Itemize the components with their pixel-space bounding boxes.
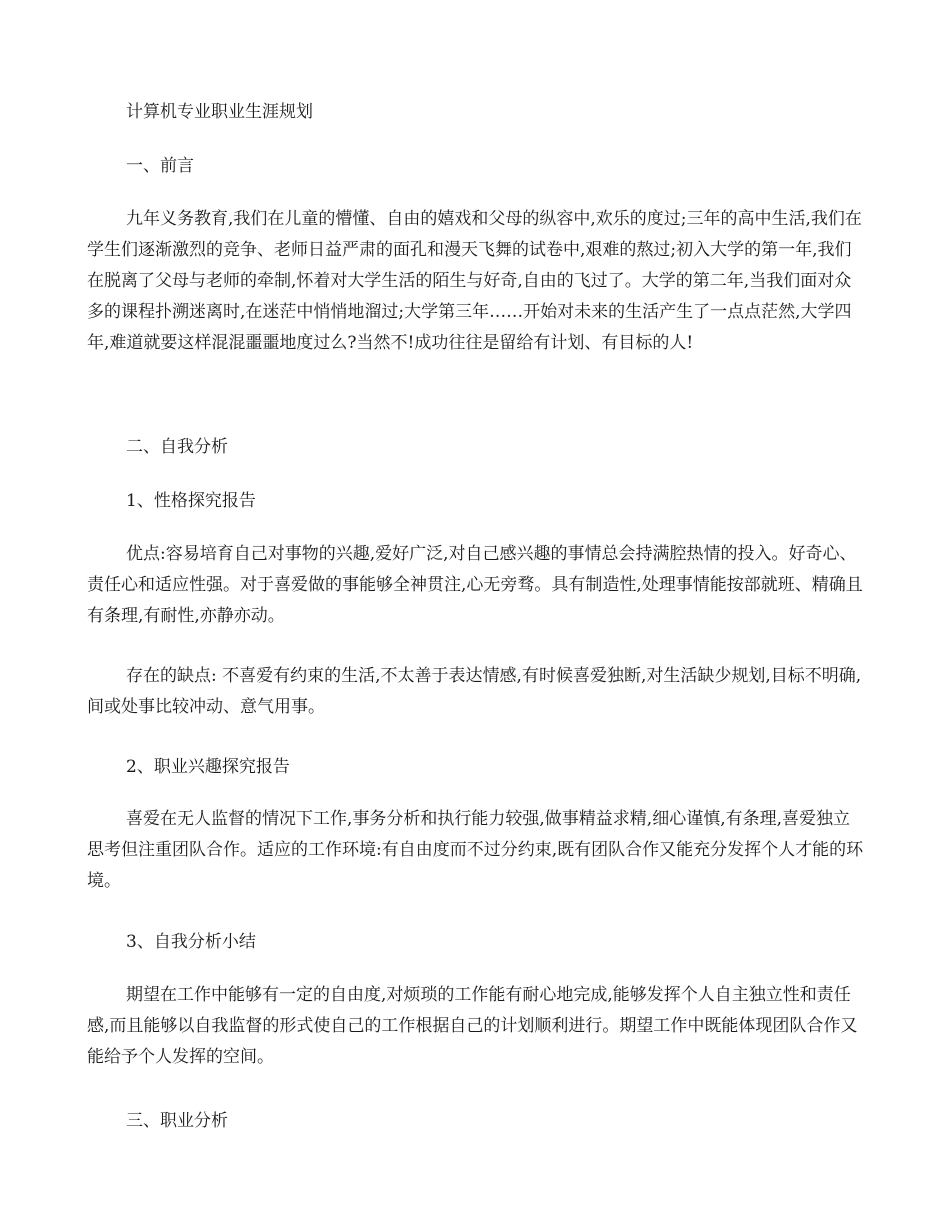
- paragraph-career-interest: 喜爱在无人监督的情况下工作,事务分析和执行能力较强,做事精益求精,细心谨慎,有条理,喜爱独立思考但注重团队合作。适应的工作环境:有自由度而不过分约束,既有团队合作又能充分发挥个人才能的环境。: [87, 809, 864, 891]
- document-title: 计算机专业职业生涯规划: [126, 102, 313, 122]
- subsection-heading-personality: 1、性格探究报告: [126, 491, 256, 511]
- section-heading-preface: 一、前言: [126, 156, 194, 176]
- paragraph-strengths: 优点:容易培育自己对事物的兴趣,爱好广泛,对自己感兴趣的事情总会持满腔热情的投入。好奇心、责任心和适应性强。对于喜爱做的事能够全神贯注,心无旁骛。具有制造性,处理事情能按部就班、精确且有条理,有耐性,亦静亦动。: [87, 544, 863, 626]
- paragraph-summary: 期望在工作中能够有一定的自由度,对烦琐的工作能有耐心地完成,能够发挥个人自主独立性和责任感,而且能够以自我监督的形式使自己的工作根据自己的计划顺利进行。期望工作中既能体现团队合作又能给予个人发挥的空间。: [87, 985, 858, 1067]
- subsection-heading-summary: 3、自我分析小结: [126, 932, 256, 952]
- section-heading-self-analysis: 二、自我分析: [126, 437, 228, 457]
- paragraph-weaknesses: 存在的缺点: 不喜爱有约束的生活,不太善于表达情感,有时候喜爱独断,对生活缺少规划,目标不明确,间或处事比较冲动、意气用事。: [87, 666, 862, 717]
- section-heading-career-analysis: 三、职业分析: [126, 1111, 228, 1131]
- subsection-heading-career-interest: 2、职业兴趣探究报告: [126, 757, 290, 777]
- paragraph-preface: 九年义务教育,我们在儿童的懵懂、自由的嬉戏和父母的纵容中,欢乐的度过;三年的高中生活,我们在学生们逐渐激烈的竞争、老师日益严肃的面孔和漫天飞舞的试卷中,艰难的熬过;初入大学的第一年,我们在脱离了父母与老师的牵制,怀着对大学生活的陌生与好奇,自由的飞过了。大学的第二年,当我们面对众多的课程扑溯迷离时,在迷茫中悄悄地溜过;大学第三年……开始对未来的生活产生了一点点茫然,大学四年,难道就要这样混混噩噩地度过么?当然不!成功往往是留给有计划、有目标的人!: [87, 209, 862, 353]
